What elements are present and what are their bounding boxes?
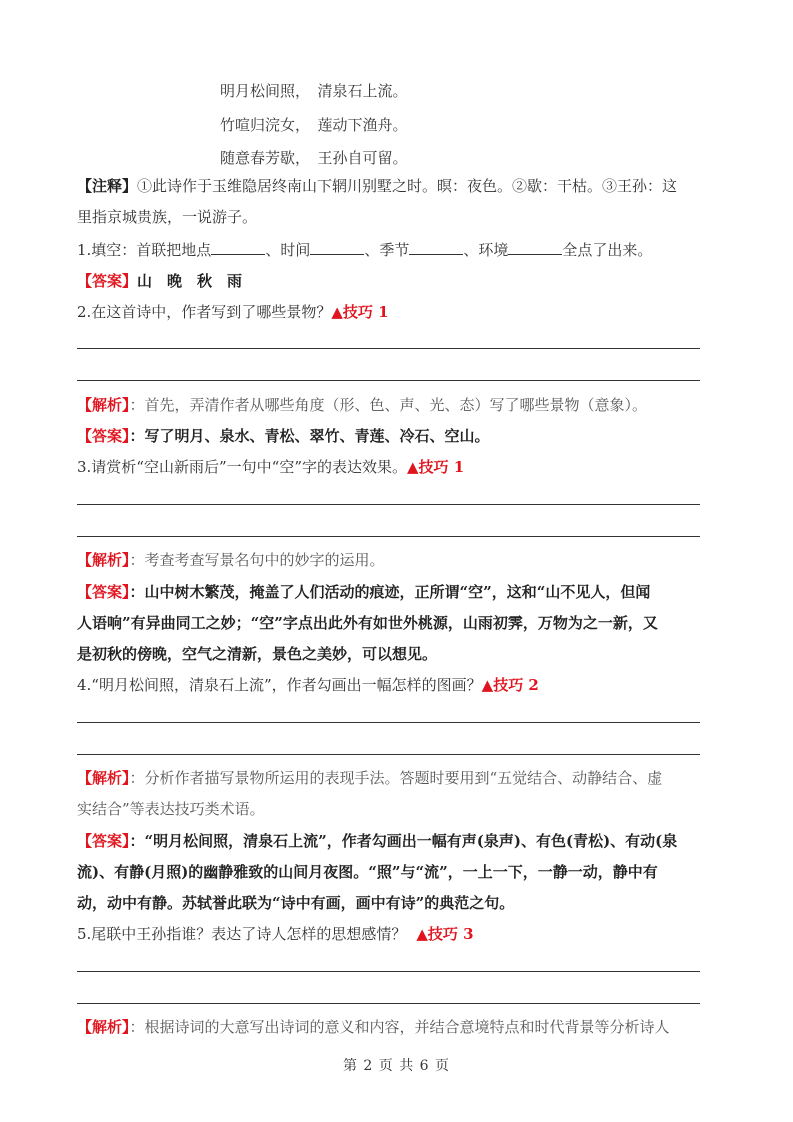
answer-line[interactable]: [77, 722, 700, 723]
q4-answer-tag: 【答案】: [77, 832, 130, 850]
q5-analysis-text: ：根据诗词的大意写出诗词的意义和内容，并结合意境特点和时代背景等分析诗人: [129, 1018, 670, 1036]
q2-analysis-text: ：首先，弄清作者从哪些角度（形、色、声、光、态）写了哪些景物（意象）。: [129, 396, 648, 414]
answer-line[interactable]: [77, 380, 700, 381]
q3-tip: ▲技巧 1: [407, 458, 465, 476]
answer-line[interactable]: [77, 754, 700, 755]
q1-part-4: 、环境: [463, 241, 509, 259]
q1-part-2: 、时间: [265, 241, 311, 259]
blank-season[interactable]: [409, 240, 463, 255]
q3-answer-text-1: ：山中树木繁茂，掩盖了人们活动的痕迹，正所谓“空”，这和“山不见人，但闻: [129, 583, 651, 601]
q5-text: 5.尾联中王孙指谁？表达了诗人怎样的思想感情？: [77, 925, 407, 943]
answer-line[interactable]: [77, 348, 700, 349]
q2-text: 2.在这首诗中，作者写到了哪些景物？: [77, 303, 332, 321]
note-text-1: ①此诗作于玉维隐居终南山下辋川别墅之时。暝：夜色。②歇：干枯。③王孙：这: [137, 177, 678, 195]
q3-analysis-text: ：考查考查写景名句中的妙字的运用。: [129, 551, 385, 569]
answer-line[interactable]: [77, 971, 700, 972]
q3-answer-line-2: 人语响”有异曲同工之妙；“空”字点出此外有如世外桃源，山雨初霁，万物为之一新，又: [77, 614, 658, 632]
q3-analysis-tag: 【解析】: [77, 551, 130, 569]
question-5: [77, 924, 474, 944]
q4-analysis-line-1: [77, 768, 662, 788]
q1-answer-text: 山 晚 秋 雨: [137, 272, 243, 290]
poem-line-3: 随意春芳歇， 王孙自可留。: [220, 149, 408, 167]
q4-answer-text-1: ：“明月松间照，清泉石上流”，作者勾画出一幅有声(泉声)、有色(青松)、有动(泉: [129, 832, 678, 850]
q4-analysis-line-2: 实结合”等表达技巧类术语。: [77, 800, 265, 818]
answer-line[interactable]: [77, 536, 700, 537]
q4-text: 4.“明月松间照，清泉石上流”，作者勾画出一幅怎样的图画？: [77, 676, 482, 694]
answer-line[interactable]: [77, 504, 700, 505]
question-1: [77, 240, 652, 260]
q3-analysis: [77, 550, 385, 570]
q5-analysis-tag: 【解析】: [77, 1018, 130, 1036]
note-line-1: [77, 176, 677, 196]
blank-time[interactable]: [310, 240, 364, 255]
q4-answer-line-3: 动，动中有静。苏轼誉此联为“诗中有画，画中有诗”的典范之句。: [77, 894, 515, 912]
page-footer: 第 2 页 共 6 页: [342, 1058, 451, 1074]
poem-line-2: 竹喧归浣女， 莲动下渔舟。: [220, 116, 408, 134]
q2-analysis: [77, 395, 647, 415]
q3-text: 3.请赏析“空山新雨后”一句中“空”字的表达效果。: [77, 458, 407, 476]
question-2: [77, 302, 389, 322]
blank-location[interactable]: [211, 240, 265, 255]
q4-analysis-text-1: ：分析作者描写景物所运用的表现手法。答题时要用到“五觉结合、动静结合、虚: [129, 769, 663, 787]
answer-line[interactable]: [77, 1003, 700, 1004]
note-tag: 【注释】: [77, 177, 138, 195]
q2-analysis-tag: 【解析】: [77, 396, 130, 414]
blank-environment[interactable]: [508, 240, 562, 255]
q4-answer-line-1: [77, 831, 677, 851]
q1-part-3: 、季节: [364, 241, 410, 259]
q2-tip: ▲技巧 1: [331, 303, 389, 321]
q3-answer-tag: 【答案】: [77, 583, 130, 601]
q4-tip: ▲技巧 2: [481, 676, 539, 694]
q4-analysis-tag: 【解析】: [77, 769, 130, 787]
question-3: [77, 457, 464, 477]
q1-answer-tag: 【答案】: [77, 272, 138, 290]
q1-part-1: 1.填空：首联把地点: [77, 241, 212, 259]
q4-answer-line-2: 流)、有静(月照)的幽静雅致的山间月夜图。“照”与“流”，一上一下，一静一动，静中有: [77, 863, 658, 881]
q1-part-5: 全点了出来。: [562, 241, 653, 259]
q2-answer-tag: 【答案】: [77, 427, 130, 445]
q2-answer: [77, 426, 490, 446]
note-line-2: 里指京城贵族，一说游子。: [77, 208, 258, 226]
q2-answer-text: ：写了明月、泉水、青松、翠竹、青莲、冷石、空山。: [129, 427, 490, 445]
q1-answer: [77, 271, 242, 291]
q5-tip: ▲技巧 3: [416, 925, 474, 943]
q3-answer-line-3: 是初秋的傍晚，空气之清新，景色之美妙，可以想见。: [77, 645, 438, 663]
q5-analysis: [77, 1017, 670, 1037]
question-4: [77, 675, 539, 695]
q3-answer-line-1: [77, 582, 650, 602]
poem-line-1: 明月松间照， 清泉石上流。: [220, 82, 408, 100]
